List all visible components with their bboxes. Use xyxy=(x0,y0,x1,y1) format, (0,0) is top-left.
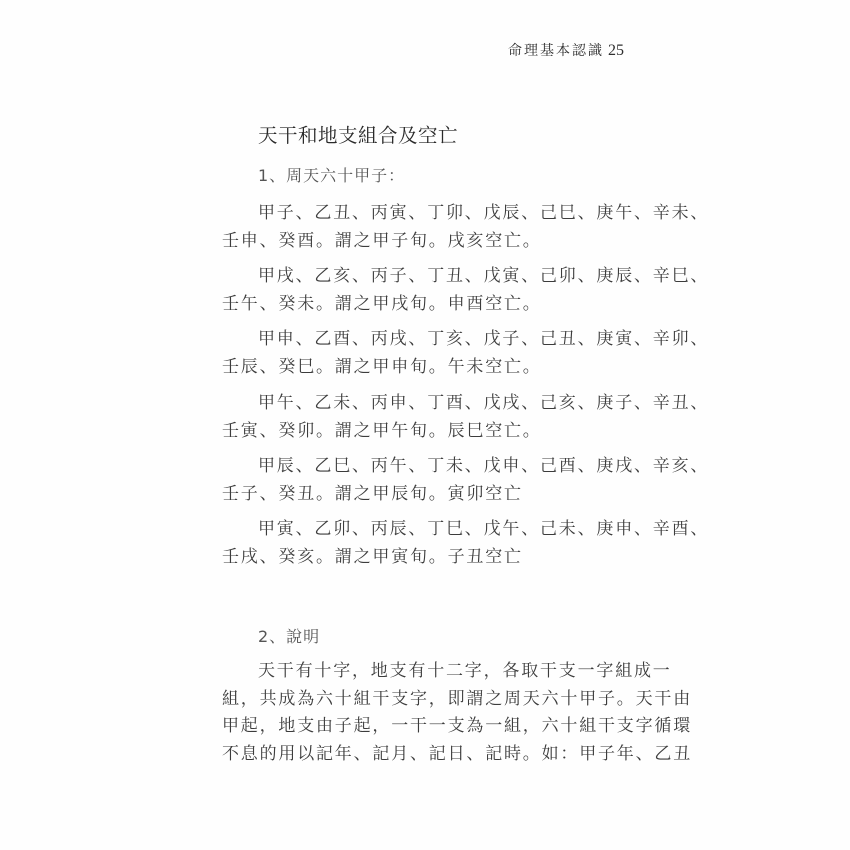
paragraph-line: 甲申、乙酉、丙戌、丁亥、戊子、己丑、庚寅、辛卯、 xyxy=(258,329,710,349)
paragraph-line: 甲戌、乙亥、丙子、丁丑、戊寅、己卯、庚辰、辛巳、 xyxy=(258,266,710,286)
paragraph-line: 甲子、乙丑、丙寅、丁卯、戊辰、己巳、庚午、辛未、 xyxy=(258,203,710,223)
paragraph-jiachen-xun xyxy=(222,453,710,508)
paragraph-line: 壬寅、癸卯。謂之甲午旬。辰巳空亡。 xyxy=(222,420,542,441)
running-head-title: 命理基本認識 xyxy=(508,43,604,59)
subsection-heading-2: 2、說明 xyxy=(258,627,321,646)
paragraph-jiaxu-xun xyxy=(222,263,710,318)
paragraph-line: 壬申、癸酉。謂之甲子旬。戌亥空亡。 xyxy=(222,230,542,251)
paragraph-line: 甲辰、乙巳、丙午、丁未、戊申、己酉、庚戌、辛亥、 xyxy=(258,456,710,476)
paragraph-line: 壬辰、癸巳。謂之甲申旬。午未空亡。 xyxy=(222,356,542,377)
paragraph-line: 甲午、乙未、丙申、丁酉、戊戌、己亥、庚子、辛丑、 xyxy=(258,393,710,413)
paragraph-line: 壬午、癸未。謂之甲戌旬。申酉空亡。 xyxy=(222,293,542,314)
paragraph-jiawu-xun xyxy=(222,390,710,445)
paragraph-jiazi-xun xyxy=(222,200,710,255)
paragraph-line: 組，共成為六十組干支字，即謂之周天六十甲子。天干由 xyxy=(222,688,692,709)
paragraph-jiashen-xun xyxy=(222,326,710,381)
running-head xyxy=(508,40,638,60)
paragraph-line: 天干有十字，地支有十二字，各取干支一字組成一 xyxy=(258,661,672,681)
paragraph-line: 不息的用以記年、記月、記日、記時。如：甲子年、乙丑 xyxy=(222,743,692,764)
paragraph-jiayin-xun xyxy=(222,516,710,571)
subsection-heading-1: 1、周天六十甲子： xyxy=(258,166,406,185)
paragraph-line: 壬戌、癸亥。謂之甲寅旬。子丑空亡 xyxy=(222,546,523,567)
paragraph-line: 甲寅、乙卯、丙辰、丁巳、戊午、己未、庚申、辛酉、 xyxy=(258,519,710,539)
page-number: 25 xyxy=(608,42,624,59)
paragraph-explanation xyxy=(222,658,692,768)
section-title: 天干和地支組合及空亡 xyxy=(258,124,459,147)
paragraph-line: 壬子、癸丑。謂之甲辰旬。寅卯空亡 xyxy=(222,483,523,504)
paragraph-line: 甲起，地支由子起，一干一支為一組，六十組干支字循環 xyxy=(222,716,692,736)
